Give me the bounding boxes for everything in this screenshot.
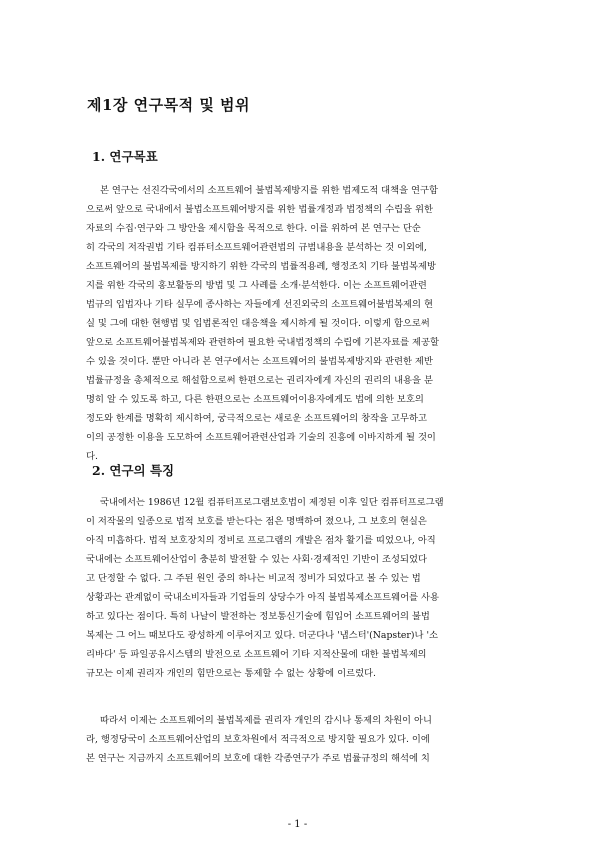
page-number: - 1 - xyxy=(287,819,308,830)
text-line: 라, 행정당국이 소프트웨어산업의 보호차원에서 적극적으로 방지할 필요가 있다. 이에 xyxy=(86,734,430,745)
text-line: 으로써 앞으로 국내에서 불법소프트웨어방지를 위한 법률개정과 법정책의 수립을 위한 xyxy=(86,204,433,215)
text-line: 리바다' 등 파일공유시스템의 발전으로 소프트웨어 기타 지적산물에 대한 불법복제의 xyxy=(86,649,427,660)
text-line: 히 각국의 저작권법 기타 컴퓨터소프트웨어관련법의 규범내용을 분석하는 것 이외에, xyxy=(86,242,427,253)
text-line: 법규의 입법자나 기타 실무에 종사하는 자들에게 선진외국의 소프트웨어불법복제의 현 xyxy=(86,299,433,310)
text-line: 이의 공정한 이용을 도모하여 소프트웨어관련산업과 기술의 진흥에 이바지하게 될 것이 xyxy=(86,432,436,443)
text-line: 상황과는 관계없이 국내소비자들과 기업들의 상당수가 아직 불법복제소프트웨어를 사용 xyxy=(86,592,439,603)
text-line: 자료의 수집·연구와 그 방안을 제시함을 목적으로 한다. 이를 위하여 본 연구는 단순 xyxy=(86,223,421,234)
text-line: 본 연구는 선진각국에서의 소프트웨어 불법복제방지를 위한 법제도적 대책을 연구함 xyxy=(100,185,438,196)
text-line: 법률규정을 총체적으로 해설함으로써 한편으로는 권리자에게 자신의 권리의 내용을 분 xyxy=(86,375,433,386)
text-line: 실 및 그에 대한 현행법 및 입법론적인 대응책을 제시하게 될 것이다. 이렇게 함으로써 xyxy=(86,318,430,329)
text-line: 소프트웨어의 불법복제를 방지하기 위한 각국의 법률적용례, 행정조치 기타 불법복제방 xyxy=(86,261,436,272)
text-line: 앞으로 소프트웨어불법복제와 관련하여 필요한 국내법정책의 수립에 기본자료를 제공할 xyxy=(86,337,439,348)
text-line: 다. xyxy=(86,451,98,462)
text-line: 국내에서는 1986년 12월 컴퓨터프로그램보호법이 제정된 이후 일단 컴퓨터프로그램 xyxy=(100,497,444,508)
section-heading-goals: 1. 연구목표 xyxy=(92,149,158,164)
text-line: 명히 알 수 있도록 하고, 다른 한편으로는 소프트웨어이용자에게도 법에 의한 보호의 xyxy=(86,394,424,405)
text-line: 정도와 한계를 명확히 제시하여, 궁극적으로는 새로운 소프트웨어의 창작을 고무하고 xyxy=(86,413,427,424)
text-line: 지를 위한 각국의 홍보활동의 방법 및 그 사례를 소개·분석한다. 이는 소프트웨어관련 xyxy=(86,280,427,291)
text-line: 아직 미흡하다. 법적 보호장치의 정비로 프로그램의 개발은 점차 활기를 띠었으나, 아직 xyxy=(86,535,436,546)
chapter-title: 제1장 연구목적 및 범위 xyxy=(87,96,251,114)
paragraph-goals xyxy=(86,181,511,466)
text-line: 수 있을 것이다. 뿐만 아니라 본 연구에서는 소프트웨어의 불법복제방지와 관련한 제반 xyxy=(86,356,433,367)
paragraph-features-continued xyxy=(86,711,511,768)
text-line: 규모는 이제 권리자 개인의 힘만으로는 통제할 수 없는 상황에 이르렀다. xyxy=(86,668,376,679)
text-line: 고 단정할 수 없다. 그 주된 원인 중의 하나는 비교적 정비가 되었다고 볼 수 있는 법 xyxy=(86,573,421,584)
text-line: 따라서 이제는 소프트웨어의 불법복제를 권리자 개인의 감시나 통제의 차원이 아니 xyxy=(100,715,432,726)
text-line: 본 연구는 지금까지 소프트웨어의 보호에 대한 각종연구가 주로 법률규정의 해석에 치 xyxy=(86,753,430,764)
text-line: 복제는 그 어느 때보다도 광성하게 이루어지고 있다. 더군다나 '냅스터'(Napster)나 '소 xyxy=(86,630,438,641)
section-heading-features: 2. 연구의 특징 xyxy=(92,463,175,478)
text-line: 하고 있다는 점이다. 특히 나날이 발전하는 정보통신기술에 힘입어 소프트웨어의 불법 xyxy=(86,611,430,622)
text-line: 이 저작물의 일종으로 법적 보호를 받는다는 점은 명백하여 졌으나, 그 보호의 현실은 xyxy=(86,516,427,527)
text-line: 국내에는 소프트웨어산업이 충분히 발전할 수 있는 사회·경제적인 기반이 조성되었다 xyxy=(86,554,427,565)
paragraph-features xyxy=(86,493,511,683)
